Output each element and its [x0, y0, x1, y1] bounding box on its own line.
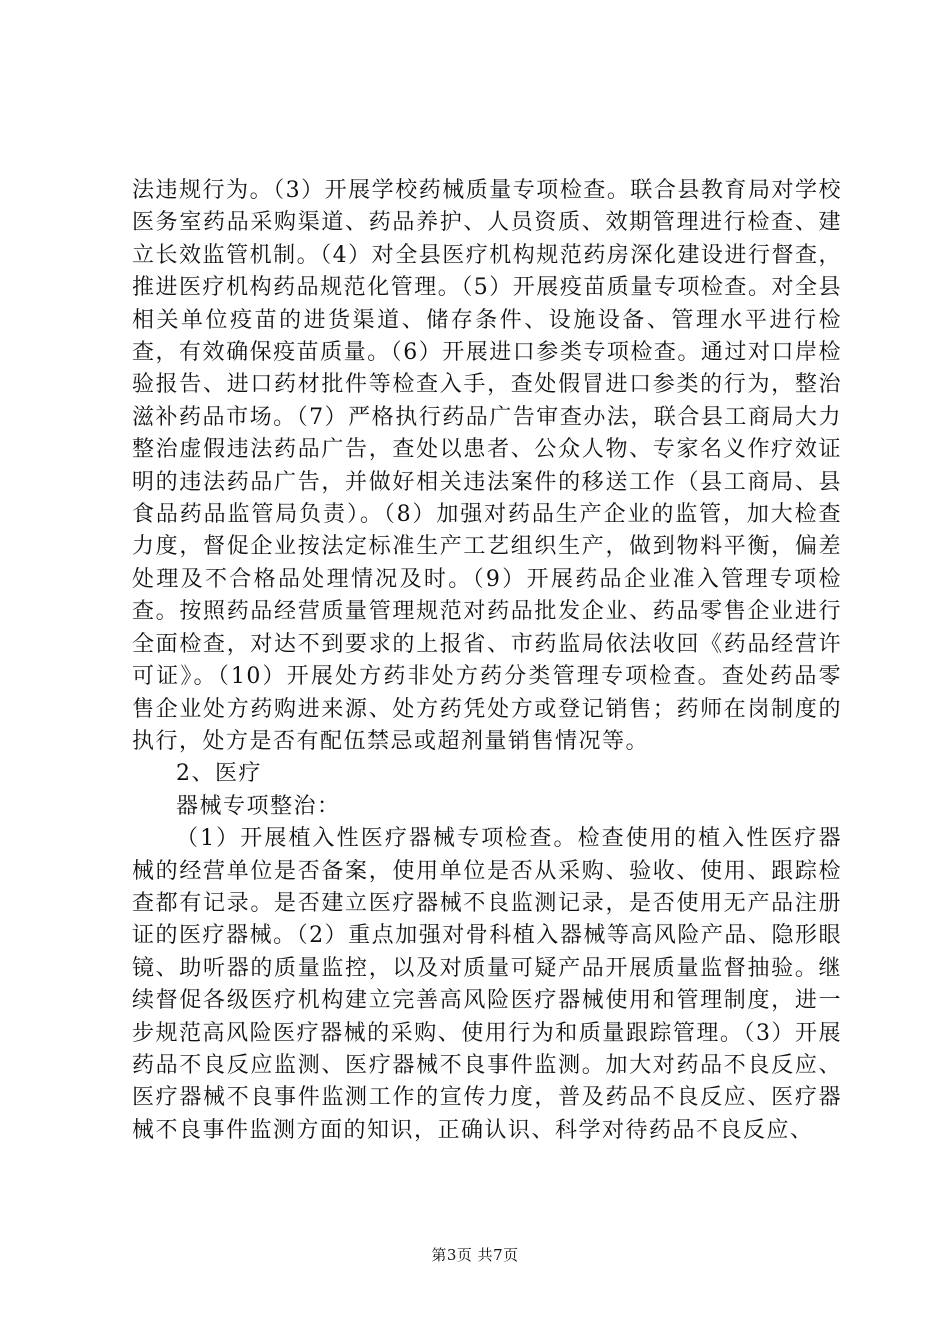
section-subheading-devices: 器械专项整治：	[176, 793, 341, 819]
page-number-footer: 第3页 共7页	[431, 1246, 519, 1264]
paragraph-drug-inspections: 法违规行为。（3）开展学校药械质量专项检查。联合县教育局对学校医务室药品采购渠道、药品养护、人员资质、效期管理进行检查、建立长效监管机制。（4）对全县医疗机构规范药房深化建设进行督查，推进医疗机构药品规范化管理。（5）开展疫苗质量专项检查。对全县相关单位疫苗的进货渠道、储存条件、设施设备、管理水平进行检查，有效确保疫苗质量。（6）开展进口参类专项检查。通过对口岸检验报告、进口药材批件等检查入手，查处假冒进口参类的行为，整治滋补药品市场。（7）严格执行药品广告审查办法，联合县工商局大力整治虚假违法药品广告，查处以患者、公众人物、专家名义作疗效证明的违法药品广告，并做好相关违法案件的移送工作（县工商局、县食品药品监管局负责）。（8）加强对药品生产企业的监管，加大检查力度，督促企业按法定标准生产工艺组织生产，做到物料平衡，偏差处理及不合格品处理情况及时。（9）开展药品企业准入管理专项检查。按照药品经营质量管理规范对药品批发企业、药品零售企业进行全面检查，对达不到要求的上报省、市药监局依法收回《药品经营许可证》。（10）开展处方药非处方药分类管理专项检查。查处药品零售企业处方药购进来源、处方药凭处方或登记销售；药师在岗制度的执行，处方是否有配伍禁忌或超剂量销售情况等。	[132, 178, 842, 754]
section-heading-medical: 2、医疗	[176, 761, 262, 787]
paragraph-device-inspections: （1）开展植入性医疗器械专项检查。检查使用的植入性医疗器械的经营单位是否备案，使用单位是否从采购、验收、使用、跟踪检查都有记录。是否建立医疗器械不良监测记录，是否使用无产品注册证的医疗器械。（2）重点加强对骨科植入器械等高风险产品、隐形眼镜、助听器的质量监控，以及对质量可疑产品开展质量监督抽验。继续督促各级医疗机构建立完善高风险医疗器械使用和管理制度，进一步规范高风险医疗器械的采购、使用行为和质量跟踪管理。（3）开展药品不良反应监测、医疗器械不良事件监测。加大对药品不良反应、医疗器械不良事件监测工作的宣传力度，普及药品不良反应、医疗器械不良事件监测方面的知识，正确认识、科学对待药品不良反应、	[132, 826, 842, 1143]
document-body	[132, 175, 842, 1147]
